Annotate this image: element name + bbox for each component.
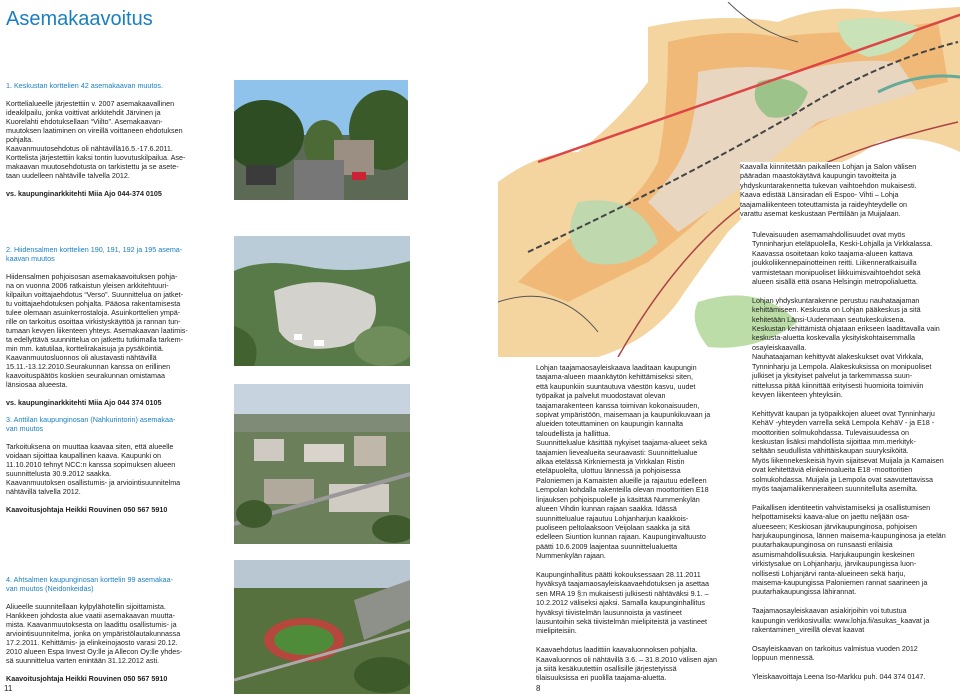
photo-aerial-anttila bbox=[234, 384, 410, 544]
section-3-contact: Kaavoitusjohtaja Heikki Rouvinen 050 567 5910 bbox=[6, 505, 168, 514]
section-3 bbox=[6, 406, 228, 523]
section-4-heading: 4. Ahtsalmen kaupunginosan korttelin 99 asemakaa- van muutos (Neidonkeidas) bbox=[6, 575, 174, 593]
section-1 bbox=[6, 72, 228, 207]
photo-aerial-stadium bbox=[234, 560, 410, 694]
section-2-contact: vs. kaupunginarkkitehti Miia Ajo 044 374 0105 bbox=[6, 398, 162, 407]
section-1-contact: vs. kaupunginarkkitehti Miia Ajo 044-374 0105 bbox=[6, 189, 162, 198]
section-4-contact: Kaavoitusjohtaja Heikki Rouvinen 050 567 5910 bbox=[6, 674, 168, 683]
page-title: Asemakaavoitus bbox=[6, 8, 153, 30]
section-4-body: Aliueelle suunnitellaan kylpylähotellin sijoittamista. Hankkeen johdosta alue vaatii asemakaavan muutta- mista. Kaavanmuutoksesta on laadittu osallistumis- ja arviointisuunnitelma, jonka on ympäristölautakunnassa 17.2.2011. Kehittämis- ja elinkeinojaosto varasi 20.12. 2010 alueen Espa Invest Oy:lle ja Allecon Oy:lle yhdes- sä suunnittelua varten enintään 31.12.2012 asti. bbox=[6, 602, 183, 665]
section-4 bbox=[6, 566, 228, 692]
page-number-right: 8 bbox=[536, 684, 541, 693]
section-2-body: Hiidensalmen pohjoisosan asemakaavoituksen pohja- na on vuonna 2006 ratkaistun yleisen arkkitehtuuri- kilpailun voittajaehdotus “Verso”. Suunnittelua on jatket- tu voittajaehdotuksen pohjalta. Pääosa rakentamisesta tulee olemaan asuinkerrostaloja. Asuinkorttelien ympä- rille on tarkoitus osoittaa virkistyskäyttöä ja rannan tun- tumaan kevyen liikenteen yhteys. Asemakaavan laatimis- ta edellyttävä suunnittelua on jatkettu tutkimalla tarkem- min mm. katutilaa, korttelirakaisuja ja pysäköintiä. Kaavanmuutosluonnos oli alustavasti nähtävillä 15.11.-13.12.2010.Seurakunnan kanssa on erillinen kaavoituspäätös koskien seurakunnan omistamaa länsiosaa alueesta. bbox=[6, 272, 188, 389]
right-column-text: Tulevaisuuden asemamahdollisuudet ovat myös Tynninharjun eteläpuolella, Keski-Lohjalla ja Virkkalassa. Kaavassa osoitetaan koko taajama-alueen kattava joukkoliikennepainotteinen reitti. Liikenneratkaisuilla varmistetaan monipuoliset liikkuimisvaihtoehdot sekä alueen sisällä että osana Helsingin metropolialuetta. Lohjan yhdyskuntarakenne perustuu nauhataajaman kehittämiseen. Keskusta on Lohjan pääkeskus ja sitä kehitetään Länsi-Uudenmaan seutukeskuksena. Keskustan kehittämistä ohjataan erikseen laadittavalla vain keskusta-aluetta koskevalla yksityiskohtaisemmalla osayleiskaavalla. Nauhataajaman kehittyvät alakeskukset ovat Virkkala, Tynninharju ja Lempola. Alakeskuksissa on monipuoliset julkiset ja yksityiset palvelut ja tarkemmassa suun- nittelussa pitää kiinnittää erityisesti huomioita toimiviin kevyen liikenteen yhteyksiin. Kehittyvät kaupan ja työpaikkojen alueet ovat Tynninharju KehäV -yhteyden varrella sekä Lempola KehäV - ja E18 - moottoritien solmukohdassa. Tulevaisuudessa on keskustan lisäksi mahdollista sijoittaa mm.merkityk- seltään seudullista vähittäiskaupan suuryksiköitä. Myös liikennekeskeisiä hyvin sijaitsevat Muijala ja Kamaisen ovat kehitettäviä elinkeinoalueita E18 -moottoritien solmukohdassa. Muijala ja Lempola ovat saavutettavissa myös taajamaliikenneraiteen suunnitellulta asemilta. Paikallisen identiteetin vahvistamiseksi ja osallistumisen helpottamiseksi kaava-alue on jaettu neljään osa- alueeseen; Keskiosan järvikaupunginosa, pohjoisen harjukaupunginosa, lännen maisema-kaupunginosa ja etelän puutarhakaupunginosa on runsaasti erilaisia asumismahdollisuuksia. Harjukaupungin keskeinen virkistysalue on Lohjanharju, järvikaupungissa luon- nollisesti Lohjanjärvi ranta-alueineen sekä harju, maisema-kaupungissa Paloniemen rannat saarineen ja puutarhakaupungissa lähirannat. Taajamaosayleiskaavan asiakirjoihin voi tutustua kaupungin verkkosivuilla: www.lohja.fi/asukas_kaavat ja rakentaminen_vireillä olevat kaavat Osayleiskaavan on tarkoitus valmistua vuoden 2012 loppuun mennessä. Yleiskaavoittaja Leena Iso-Markku puh. 044 374 0147. bbox=[752, 230, 946, 682]
photo-street bbox=[234, 80, 408, 200]
map-caption: Kaavalla kiinnitetään paikalleen Lohjan ja Salon välisen pääradan maastokäytävä kaupungin tavoitteita ja yhdyskuntarakennetta tukevan vaihtoehdon mukaisesti. Kaava edistää Länsiradan eli Espoo- Vihti – Lohja taajamaliikenteen toteuttamista ja raideyhteydelle on varattu asemat keskustaan Perttilään ja Muijalaan. bbox=[740, 162, 958, 218]
section-2-heading: 2. Hiidensalmen korttelien 190, 191, 192 ja 195 asema- kaavan muutos bbox=[6, 245, 183, 263]
photo-aerial-hiidensalmi bbox=[234, 236, 410, 366]
section-3-heading: 3. Anttilan kaupunginosan (Nahkurintorin) asemakaa- van muutos bbox=[6, 415, 176, 433]
page-number-left: 11 bbox=[4, 684, 13, 693]
section-1-heading: 1. Keskustan korttelien 42 asemakaavan muutos. bbox=[6, 81, 164, 90]
center-column-text: Lohjan taajamaosayleiskaava laaditaan kaupungin taajama-alueen maankäytön kehittämiseksi siten, että kaupunkiin suuntautuva väestön kasvu, uudet työpaikat ja palvelut muodostavat olevan taajamarakenteen kanssa toimivan kokonaisuuden, sopivat ympäristöön, maisemaan ja kaupunkikuvaan ja alueiden toteuttaminen on kaupungin kannalta taloudellista ja hallittua. Suunnittelualue käsittää nykyiset taajama-alueet sekä taajamien lievealueita seuraavasti: Suunnittelualue alkaa etelässä Kirkniemestä ja Virkkalan Ristin eteläpuolelta, ulottuu lännessä ja pohjoisessa Paloniemen ja Kamaisten alueille ja rajautuu edelleen Lempolan kohdalla rakenteilla olevan moottoritien E18 linjauksen pohjoispuolelle ja käsittää Nummenkylän alueen Vihdin kunnan rajaan saakka. Idässä suunnittelualue rajautuu Lohjanharjun kaakkois- puoliseen peltolaaksoon Veijolaan saakka ja sitä edelleen Siuntion kunnan rajaan. Kaupunginvaltuusto päätti 10.6.2009 laajentaa suunnittelualuetta Nummenkylän rajaan. Kaupunginhallitus päätti kokouksessaan 28.11.2011 hyväksyä taajamaosayleiskaavaehdotuksen ja asettaa sen MRA 19 §:n mukaisesti julkisesti nähtäväksi 9.1. – 10.2.2012 väliseksi ajaksi. Samalla kaupunginhallitus hyväksyi tiivistelmän lausunnoista ja vastineet lausuntoihin sekä tiivistelmän mielipiteistä ja vastineet mielipiteisiin. Kaavaehdotus laadittiin kaavaluonnoksen pohjalta. Kaavaluonnos oli nähtävillä 3.6. – 31.8.2010 välisen ajan ja siitä kesäkuutettiin osallisille järjestetyissä tilaisuuksissa eri puolilla taajama-aluetta. bbox=[536, 363, 718, 683]
section-3-body: Tarkoituksena on muuttaa kaavaa siten, että alueelle voidaan sijoittaa kaupallinen kaava. Kaupunki on 11.10.2010 tehnyt NCC:n kanssa sopimuksen alueen suunnittelusta 30.9.2012 saakka. Kaavanmuutoksen osallistumis- ja arviointisuunnitelma nähtävillä talvella 2012. bbox=[6, 442, 181, 496]
section-2 bbox=[6, 236, 228, 416]
section-1-body: Korttelialueelle järjestettiin v. 2007 asemakaavallinen ideakilpailu, jonka voittivat arkkitehdit Järvinen ja Kuorelahti ehdotuksellaan “Viilto”. Asemakaavan- muutoksen laatiminen on vireillä voittaneen ehdotuksen pohjalta. Kaavanmuutosehdotus oli nähtävillä16.5.-17.6.2011. Korttelista järjestettiin kaksi tontin luovutuskilpailua. Ase- makaavan muutosehdotusta on tarkistettu ja se asete- taan uudelleen nähtäville talvella 2012. bbox=[6, 99, 186, 180]
